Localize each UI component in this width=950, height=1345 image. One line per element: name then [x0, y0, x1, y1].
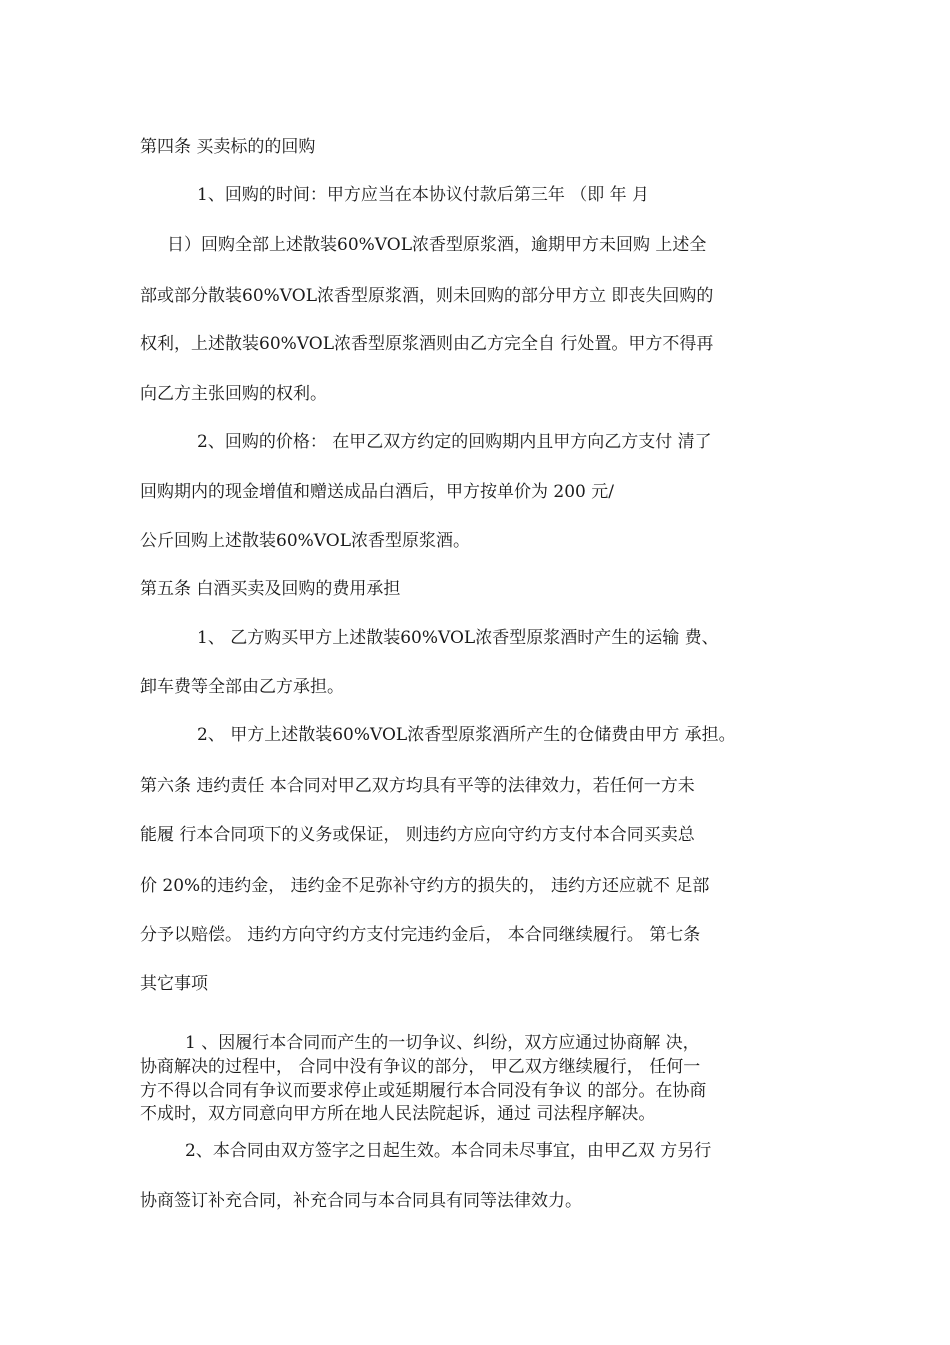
document-line: 公斤回购上述散装60%VOL浓香型原浆酒。 — [140, 531, 470, 551]
document-line: 回购期内的现金增值和赠送成品白酒后，甲方按单价为 200 元/ — [140, 482, 614, 502]
document-line: 1、 乙方购买甲方上述散装60%VOL浓香型原浆酒时产生的运输 费、 — [197, 628, 719, 648]
document-line: 日）回购全部上述散装60%VOL浓香型原浆酒，逾期甲方未回购 上述全 — [167, 235, 707, 255]
document-line: 1 、因履行本合同而产生的一切争议、纠纷，双方应通过协商解 决， — [185, 1033, 700, 1053]
document-line: 1、回购的时间：甲方应当在本协议付款后第三年 （即 年 月 — [197, 185, 650, 205]
document-line: 2、本合同由双方签字之日起生效。本合同未尽事宜，由甲乙双 方另行 — [185, 1141, 712, 1161]
document-line: 部或部分散装60%VOL浓香型原浆酒，则未回购的部分甲方立 即丧失回购的 — [140, 286, 714, 306]
document-line: 第五条 白酒买卖及回购的费用承担 — [140, 579, 401, 599]
document-line: 第四条 买卖标的的回购 — [140, 137, 316, 157]
document-line: 卸车费等全部由乙方承担。 — [140, 677, 344, 697]
document-line: 分予以赔偿。 违约方向守约方支付完违约金后， 本合同继续履行。 第七条 — [140, 925, 701, 945]
document-line: 2、回购的价格： 在甲乙双方约定的回购期内且甲方向乙方支付 清了 — [197, 432, 712, 452]
document-line: 第六条 违约责任 本合同对甲乙双方均具有平等的法律效力，若任何一方未 — [140, 776, 695, 796]
document-line: 协商解决的过程中， 合同中没有争议的部分， 甲乙双方继续履行， 任何一 — [140, 1057, 701, 1077]
document-line: 其它事项 — [140, 974, 208, 994]
document-line: 方不得以合同有争议而要求停止或延期履行本合同没有争议 的部分。在协商 — [140, 1081, 707, 1101]
document-line: 向乙方主张回购的权利。 — [140, 384, 327, 404]
document-line: 能履 行本合同项下的义务或保证， 则违约方应向守约方支付本合同买卖总 — [140, 825, 695, 845]
document-line: 价 20%的违约金， 违约金不足弥补守约方的损失的， 违约方还应就不 足部 — [140, 876, 710, 896]
document-line: 协商签订补充合同，补充合同与本合同具有同等法律效力。 — [140, 1191, 582, 1211]
document-line: 权利，上述散装60%VOL浓香型原浆酒则由乙方完全自 行处置。甲方不得再 — [140, 334, 714, 354]
document-line: 2、 甲方上述散装60%VOL浓香型原浆酒所产生的仓储费由甲方 承担。 — [197, 725, 736, 745]
document-line: 不成时，双方同意向甲方所在地人民法院起诉，通过 司法程序解决。 — [140, 1104, 656, 1124]
